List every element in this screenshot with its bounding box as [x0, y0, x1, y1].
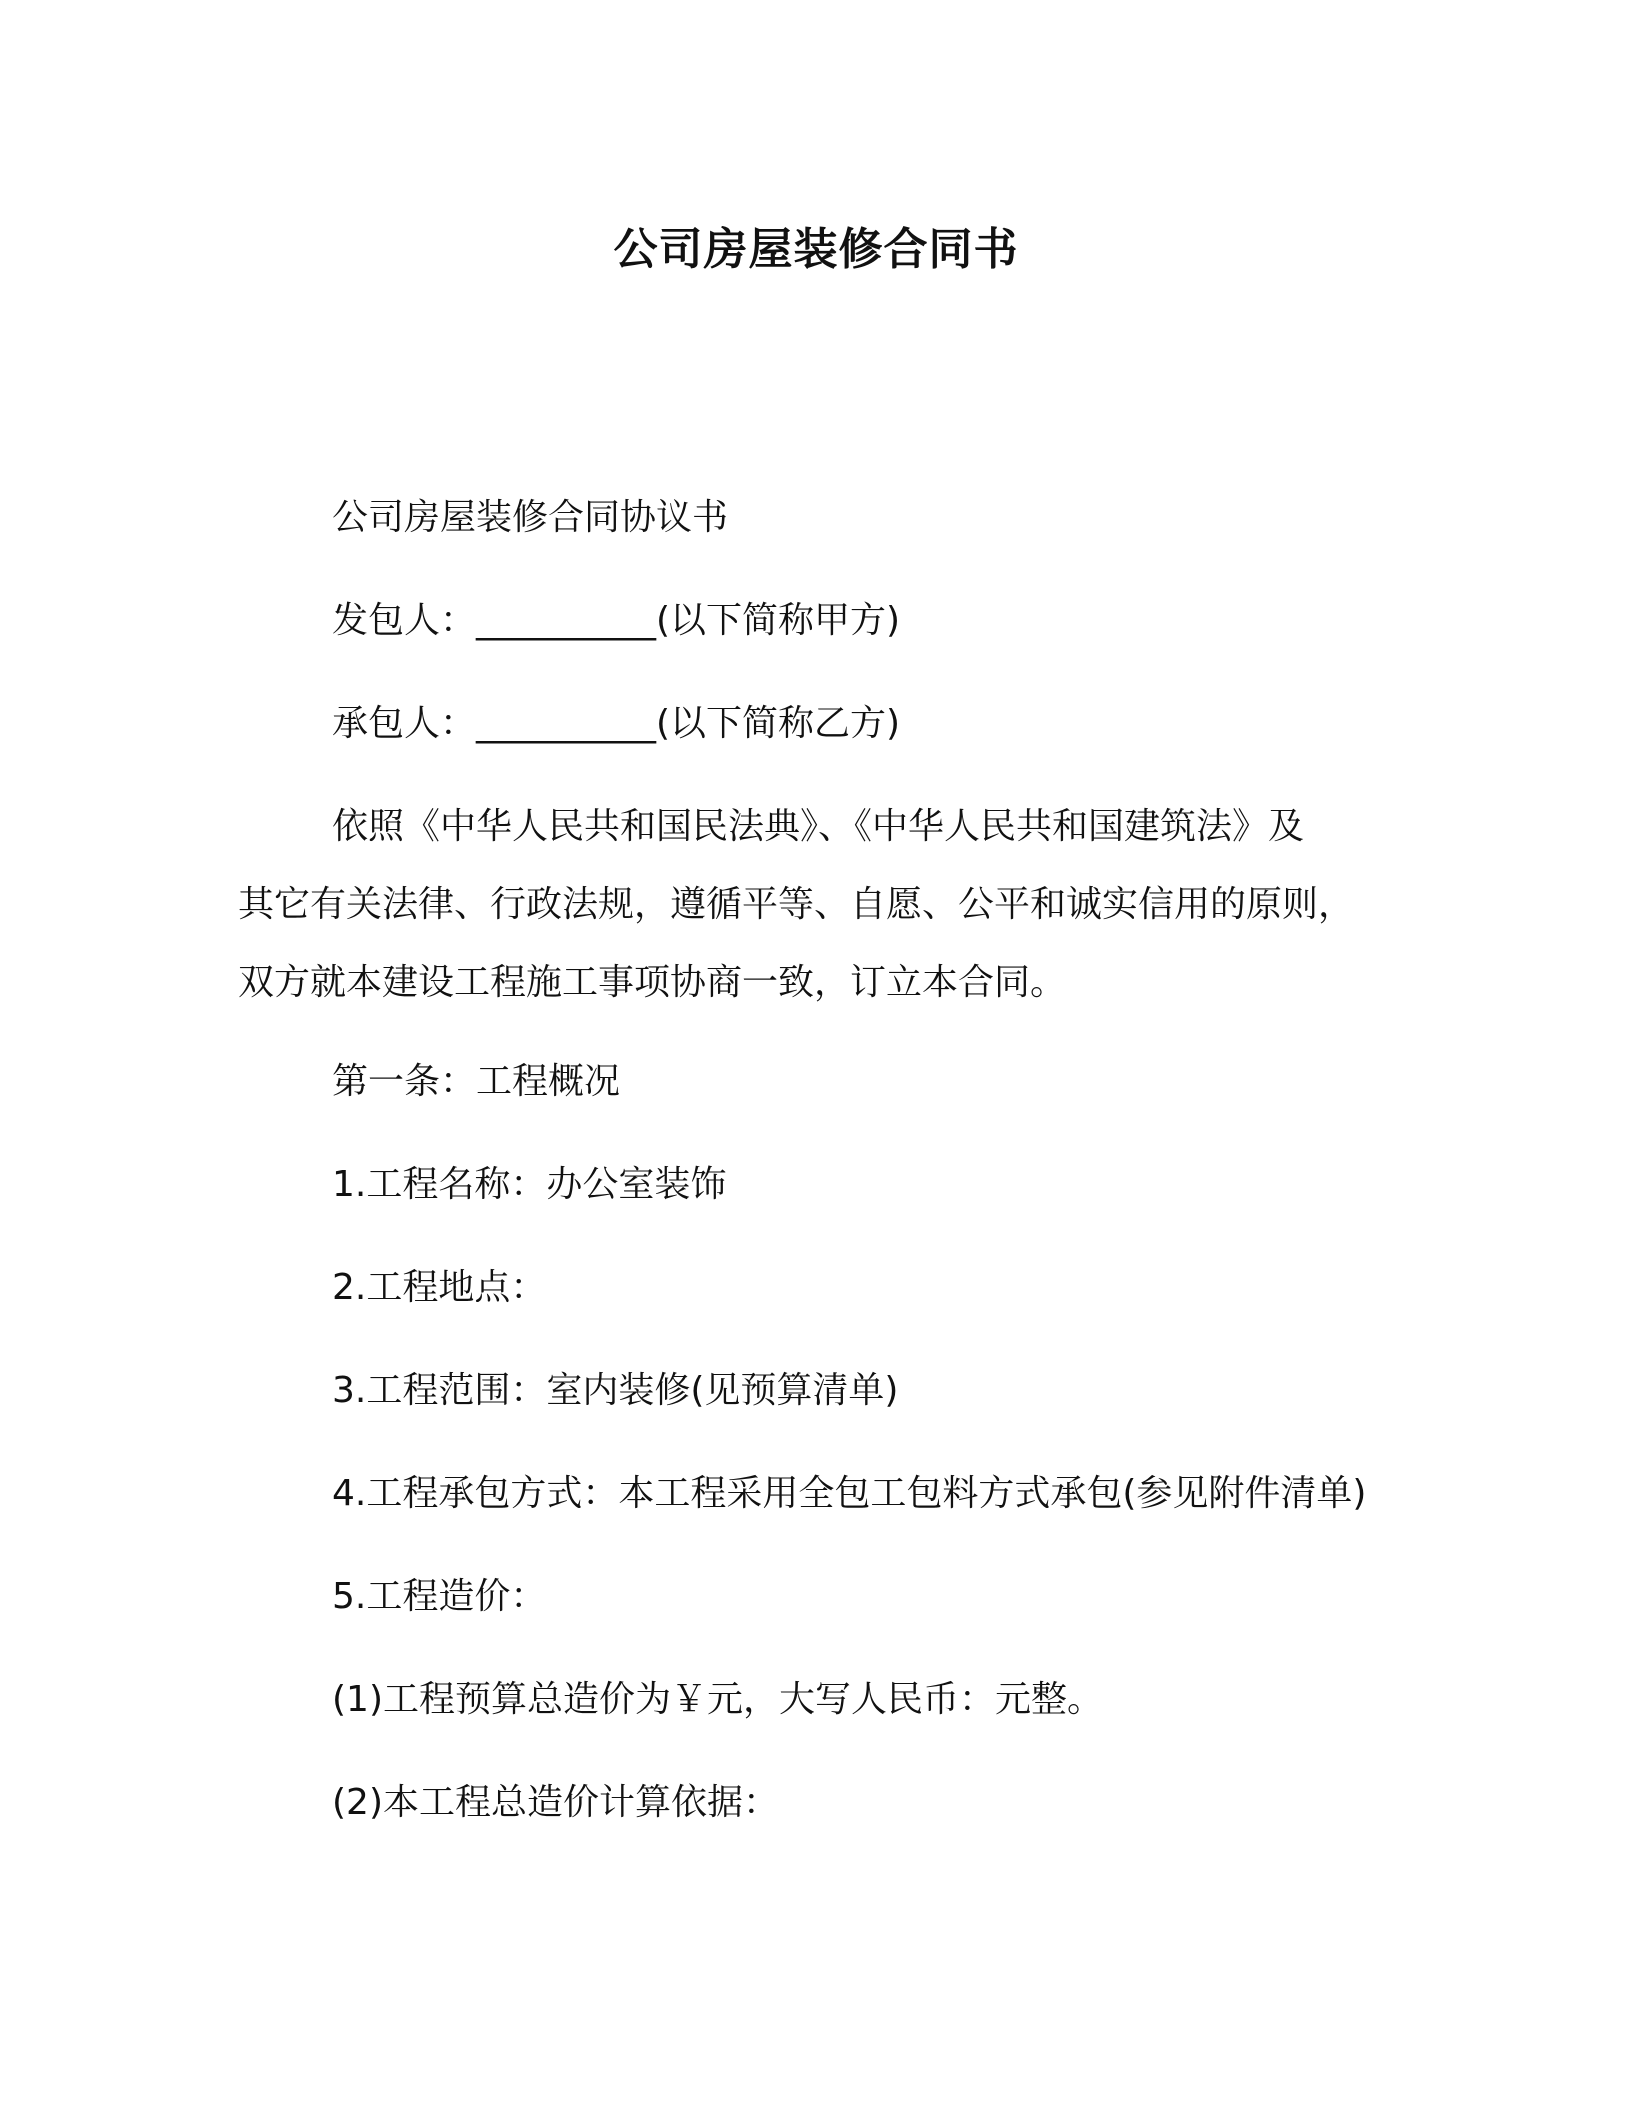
agreement-subtitle: 公司房屋装修合同协议书 — [332, 497, 729, 538]
preamble-line-3: 双方就本建设工程施工事项协商一致，订立本合同。 — [238, 962, 1067, 1003]
project-scope-item: 3.工程范围：室内装修(见预算清单) — [332, 1370, 899, 1411]
party-a-line: 发包人：__________(以下简称甲方) — [332, 600, 901, 641]
preamble-paragraph — [238, 788, 1398, 1022]
budget-total-item: (1)工程预算总造价为￥元，大写人民币：元整。 — [332, 1679, 1103, 1720]
project-cost-item: 5.工程造价： — [332, 1576, 547, 1617]
party-b-line: 承包人：__________(以下简称乙方) — [332, 703, 901, 744]
document-title: 公司房屋装修合同书 — [613, 224, 1019, 275]
article-1-heading: 第一条：工程概况 — [332, 1061, 621, 1102]
preamble-line-1: 依照《中华人民共和国民法典》、《中华人民共和国建筑法》及 — [332, 806, 1305, 847]
cost-basis-item: (2)本工程总造价计算依据： — [332, 1782, 779, 1823]
project-name-item: 1.工程名称：办公室装饰 — [332, 1164, 727, 1205]
preamble-line-2: 其它有关法律、行政法规，遵循平等、自愿、公平和诚实信用的原则， — [238, 884, 1355, 925]
contracting-method-item: 4.工程承包方式：本工程采用全包工包料方式承包(参见附件清单) — [332, 1473, 1367, 1514]
project-location-item: 2.工程地点： — [332, 1267, 547, 1308]
